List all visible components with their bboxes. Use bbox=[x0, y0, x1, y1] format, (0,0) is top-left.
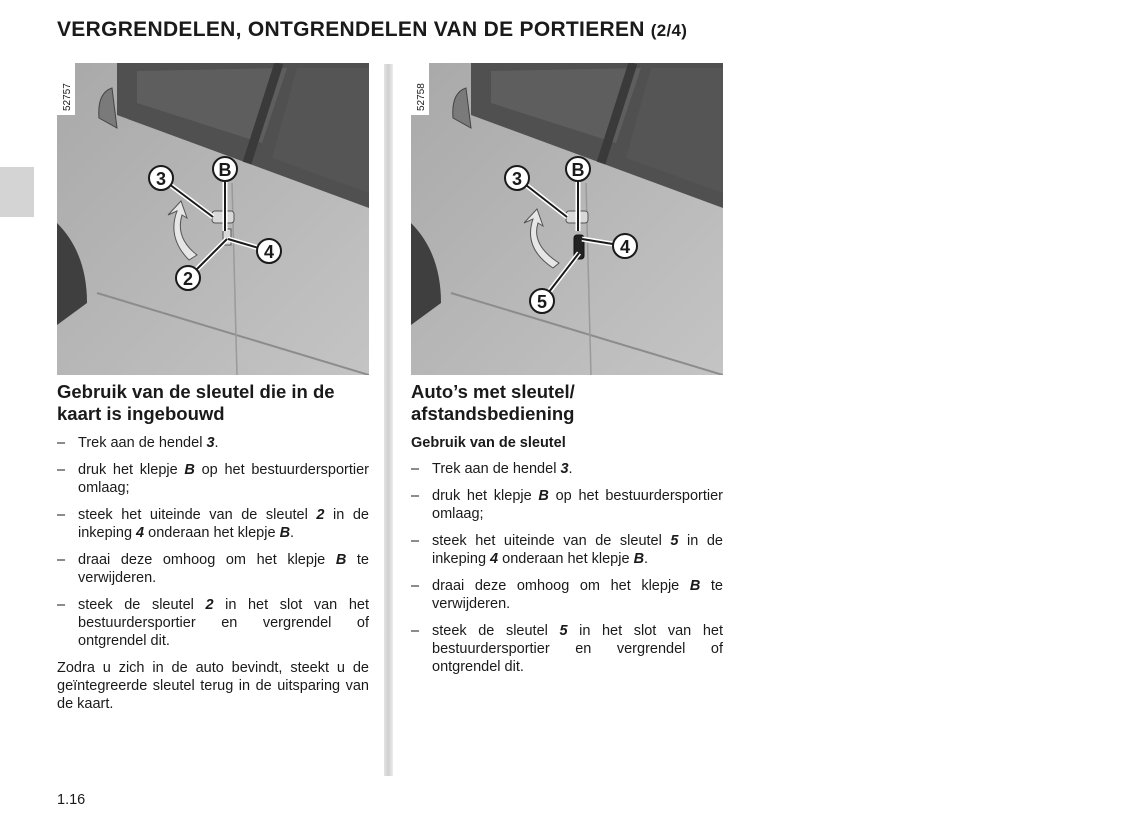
left-column bbox=[57, 381, 369, 713]
chapter-tab bbox=[0, 167, 34, 217]
svg-text:4: 4 bbox=[263, 242, 275, 262]
list-item: – draai deze omhoog om het klepje B te verwijderen. bbox=[411, 578, 723, 612]
right-steps bbox=[411, 460, 723, 676]
svg-text:3: 3 bbox=[511, 169, 523, 189]
list-item: – steek het uiteinde van de sleutel 5 in de inkeping 4 onderaan het klepje B. bbox=[411, 533, 723, 567]
callout-4 bbox=[257, 239, 281, 263]
figure-code: 52758 bbox=[416, 83, 427, 111]
list-item: – Trek aan de hendel 3. bbox=[411, 461, 573, 477]
right-column bbox=[411, 381, 723, 685]
list-item: – steek het uiteinde van de sleutel 2 in de inkeping 4 onderaan het klepje B. bbox=[57, 507, 369, 541]
right-heading: Auto’s met sleutel/ afstandsbediening bbox=[411, 381, 575, 424]
svg-text:3: 3 bbox=[155, 169, 167, 189]
figure-remote-key bbox=[411, 63, 723, 375]
callout-5 bbox=[530, 289, 554, 313]
page-title bbox=[57, 18, 687, 42]
page-title-text: VERGRENDELEN, ONTGRENDELEN VAN DE PORTIEREN bbox=[57, 18, 645, 41]
figure-code: 52757 bbox=[62, 83, 73, 111]
page-number: 1.16 bbox=[57, 792, 86, 808]
left-steps bbox=[57, 434, 369, 650]
figure-key-in-card bbox=[57, 63, 369, 375]
callout-2 bbox=[176, 266, 200, 290]
column-divider bbox=[384, 64, 393, 776]
svg-text:2: 2 bbox=[182, 269, 194, 289]
callout-b bbox=[213, 157, 237, 181]
list-item: – Trek aan de hendel 3. bbox=[57, 435, 219, 451]
list-item: – druk het klepje B op het bestuurdersportier omlaag; bbox=[57, 462, 369, 496]
svg-text:5: 5 bbox=[536, 292, 548, 312]
right-subheading: Gebruik van de sleutel bbox=[411, 435, 566, 451]
svg-text:B: B bbox=[218, 160, 232, 180]
list-item: – draai deze omhoog om het klepje B te verwijderen. bbox=[57, 552, 369, 586]
list-item: – druk het klepje B op het bestuurdersportier omlaag; bbox=[411, 488, 723, 522]
page-part-indicator: (2/4) bbox=[650, 21, 688, 40]
callout-3 bbox=[149, 166, 173, 190]
svg-text:4: 4 bbox=[619, 237, 631, 257]
list-item: – steek de sleutel 5 in het slot van het bestuurdersportier en vergrendel of ontgrendel dit. bbox=[411, 623, 723, 675]
svg-text:B: B bbox=[571, 160, 585, 180]
callout-4 bbox=[613, 234, 637, 258]
left-note: Zodra u zich in de auto bevindt, steekt u de geïntegreerde sleutel terug in de uitsparing van de kaart. bbox=[57, 660, 369, 712]
callout-b bbox=[566, 157, 590, 181]
callout-3 bbox=[505, 166, 529, 190]
left-heading: Gebruik van de sleutel die in de kaart is ingebouwd bbox=[57, 381, 335, 424]
list-item: – steek de sleutel 2 in het slot van het bestuurdersportier en vergrendel of ontgrendel dit. bbox=[57, 597, 369, 649]
